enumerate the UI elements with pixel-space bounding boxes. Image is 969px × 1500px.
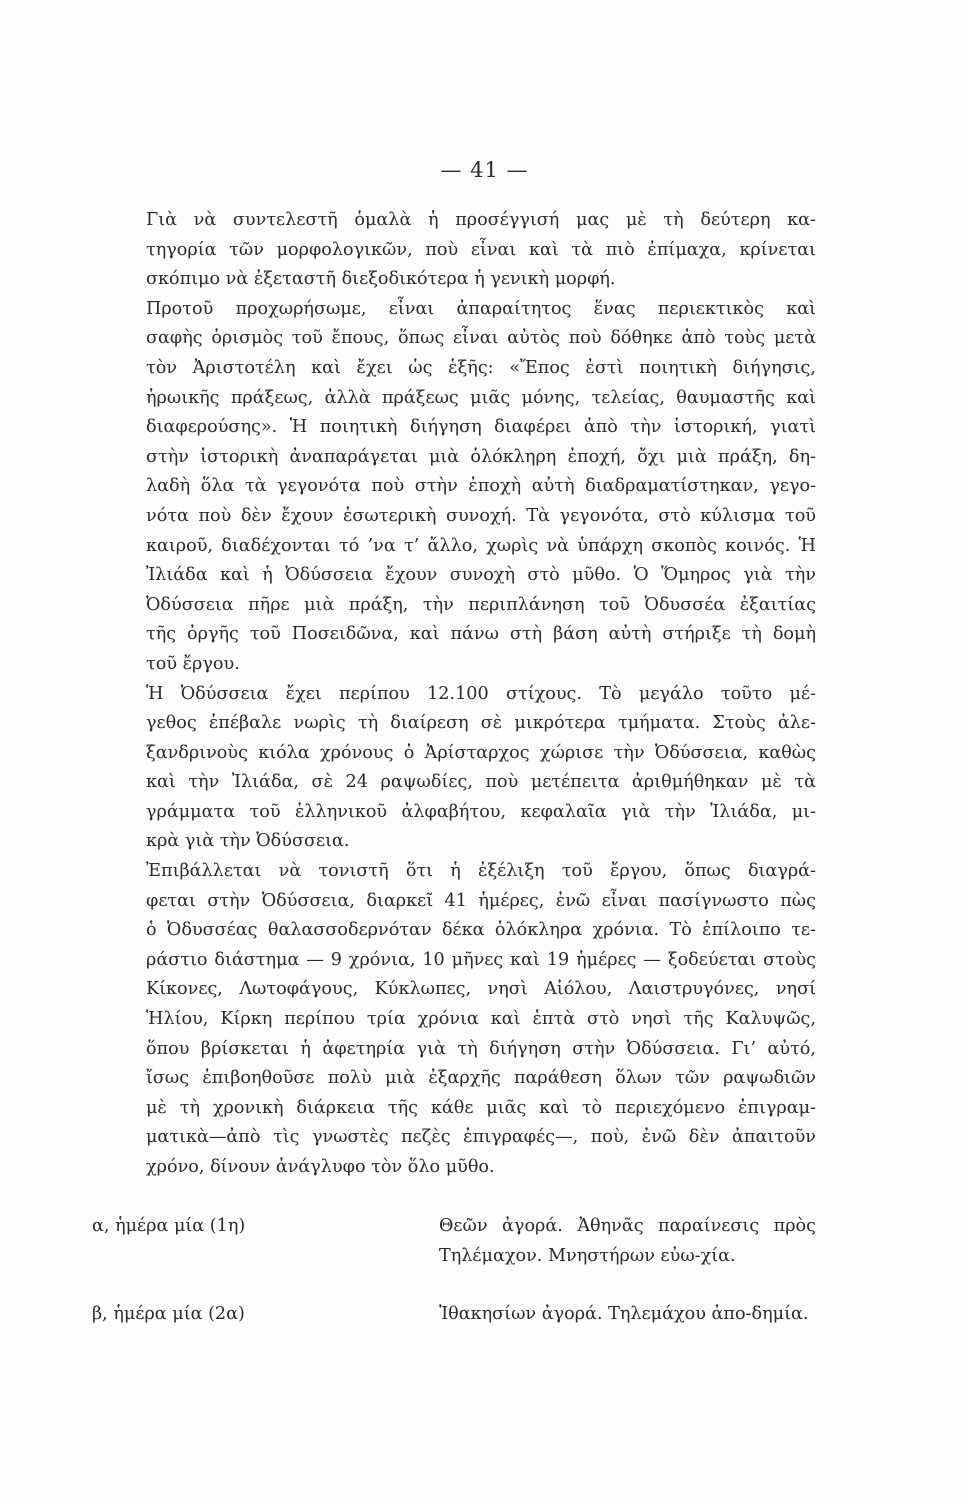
text-line: γράμματα τοῦ ἑλληνικοῦ ἀλφαβήτου, κεφαλαῖα γιὰ τὴν Ἰλιάδα, μι- — [146, 801, 816, 822]
text-line: καὶ τὴν Ἰλιάδα, σὲ 24 ραψωδίες, ποὺ μετέπειτα ἀριθμήθηκαν μὲ τὰ — [146, 772, 816, 793]
schedule-entry — [92, 1300, 816, 1330]
text-line: γεθος ἐπέβαλε νωρὶς τὴ διαίρεση σὲ μικρότερα τμήματα. Στοὺς ἀλε- — [146, 713, 816, 734]
schedule-entry — [92, 1212, 816, 1271]
text-line: ὁ Ὀδυσσέας θαλασσοδερνόταν δέκα ὁλόκληρα χρόνια. Τὸ ἐπίλοιπο τε- — [146, 920, 816, 941]
schedule-day: α, ἡμέρα μία (1η) — [92, 1216, 246, 1236]
paragraph-1 — [92, 206, 816, 295]
schedule-description: Ἰθακησίων ἀγορά. Τηλεμάχου ἀπο-δημία. — [439, 1304, 809, 1325]
text-line: σαφὴς ὁρισμὸς τοῦ ἔπους, ὅπως εἶναι αὐτὸς ποὺ δόθηκε ἀπὸ τοὺς μετὰ — [146, 328, 816, 349]
text-line: Ἡλίου, Κίρκη περίπου τρία χρόνια καὶ ἑπτὰ στὸ νησὶ τῆς Καλυψῶς, — [146, 1009, 816, 1030]
text-line: σκόπιμο νὰ ἐξεταστῆ διεξοδικότερα ἡ γενικὴ μορφή. — [146, 269, 616, 290]
text-line: ματικὰ—ἀπὸ τὶς γνωστὲς πεζὲς ἐπιγραφές—, ποὺ, ἐνῶ δὲν ἀπαιτοῦν — [146, 1127, 816, 1148]
text-line: λαδὴ ὅλα τὰ γεγονότα ποὺ στὴν ἐποχὴ αὐτὴ διαδραματίστηκαν, γεγο- — [146, 476, 816, 497]
page-number: — 41 — — [440, 158, 529, 182]
text-line: ὅπου βρίσκεται ἡ ἀφετηρία γιὰ τὴ διήγηση στὴν Ὀδύσσεια. Γι’ αὐτό, — [146, 1038, 816, 1059]
text-line: Ἐπιβάλλεται νὰ τονιστῆ ὅτι ἡ ἐξέλιξη τοῦ ἔργου, ὅπως διαγρά- — [146, 861, 816, 882]
text-line: τηγορία τῶν μορφολογικῶν, ποὺ εἶναι καὶ τὰ πιὸ ἐπίμαχα, κρίνεται — [146, 239, 816, 260]
text-line: διαφερούσης». Ἡ ποιητικὴ διήγηση διαφέρει ἀπὸ τὴν ἱστορική, γιατὶ — [146, 417, 816, 438]
text-line: ράστιο διάστημα — 9 χρόνια, 10 μῆνες καὶ 19 ἡμέρες — ξοδεύεται στοὺς — [146, 949, 816, 970]
text-line: χρόνο, δίνουν ἀνάγλυφο τὸν ὅλο μῦθο. — [146, 1157, 495, 1177]
text-line: ξανδρινοὺς κιόλα χρόνους ὁ Ἀρίσταρχος χώρισε τὴν Ὀδύσσεια, καθὼς — [146, 742, 816, 763]
text-line: Ἰλιάδα καὶ ἡ Ὀδύσσεια ἔχουν συνοχὴ στὸ μῦθο. Ὁ Ὅμηρος γιὰ τὴν — [146, 565, 816, 586]
text-line: νότα ποὺ δὲν ἔχουν ἐσωτερικὴ συνοχή. Τὰ γεγονότα, στὸ κύλισμα τοῦ — [146, 505, 816, 526]
paragraph-4 — [92, 857, 816, 1183]
text-line: Ὀδύσσεια πῆρε μιὰ πράξη, τὴν περιπλάνηση τοῦ Ὀδυσσέα ἐξαιτίας — [146, 594, 816, 615]
text-line: ἴσως ἐπιβοηθοῦσε πολὺ μιὰ ἐξαρχῆς παράθεση ὅλων τῶν ραψωδιῶν — [146, 1068, 816, 1089]
text-line: Προτοῦ προχωρήσωμε, εἶναι ἀπαραίτητος ἕνας περιεκτικὸς καὶ — [146, 298, 816, 319]
text-line: καιροῦ, διαδέχονται τό ’να τ’ ἄλλο, χωρὶς νὰ ὑπάρχη σκοπὸς κοινός. Ἡ — [146, 535, 816, 556]
paragraph-2 — [92, 295, 816, 680]
schedule-description: Θεῶν ἀγορά. Ἀθηνᾶς παραίνεσις πρὸς Τηλέμαχον. Μνηστήρων εὐω-χία. — [439, 1216, 816, 1266]
text-line: ἡρωικῆς πράξεως, ἀλλὰ πράξεως μιᾶς μόνης, τελείας, θαυμαστῆς καὶ — [146, 387, 816, 408]
text-line: στὴν ἱστορικὴ ἀναπαράγεται μιὰ ὁλόκληρη ἐποχή, ὄχι μιὰ πράξη, δη- — [146, 446, 816, 467]
text-line: τὸν Ἀριστοτέλη καὶ ἔχει ὡς ἑξῆς: «Ἔπος ἐστὶ ποιητικὴ διήγησις, — [146, 357, 816, 378]
text-line: τῆς ὀργῆς τοῦ Ποσειδῶνα, καὶ πάνω στὴ βάση αὐτὴ στήριξε τὴ δομὴ — [146, 624, 816, 645]
text-line: φεται στὴν Ὀδύσσεια, διαρκεῖ 41 ἡμέρες, ἐνῶ εἶναι πασίγνωστο πὼς — [146, 890, 816, 911]
schedule-day: β, ἡμέρα μία (2α) — [92, 1304, 245, 1325]
body-text — [92, 206, 816, 1183]
text-line: τοῦ ἔργου. — [146, 653, 240, 674]
text-line: κρὰ γιὰ τὴν Ὀδύσσεια. — [146, 831, 350, 852]
text-line: Ἡ Ὀδύσσεια ἔχει περίπου 12.100 στίχους. Τὸ μεγάλο τοῦτο μέ- — [146, 683, 816, 704]
rhapsody-schedule — [92, 1212, 816, 1359]
text-line: Κίκονες, Λωτοφάγους, Κύκλωπες, νησὶ Αἰόλου, Λαιστρυγόνες, νησί — [146, 979, 816, 1000]
paragraph-3 — [92, 680, 816, 858]
text-line: μὲ τὴ χρονικὴ διάρκεια τῆς κάθε μιᾶς καὶ τὸ περιεχόμενο ἐπιγραμ- — [146, 1097, 816, 1118]
text-line: Γιὰ νὰ συντελεστῆ ὁμαλὰ ἡ προσέγγισή μας μὲ τὴ δεύτερη κα- — [146, 210, 816, 230]
